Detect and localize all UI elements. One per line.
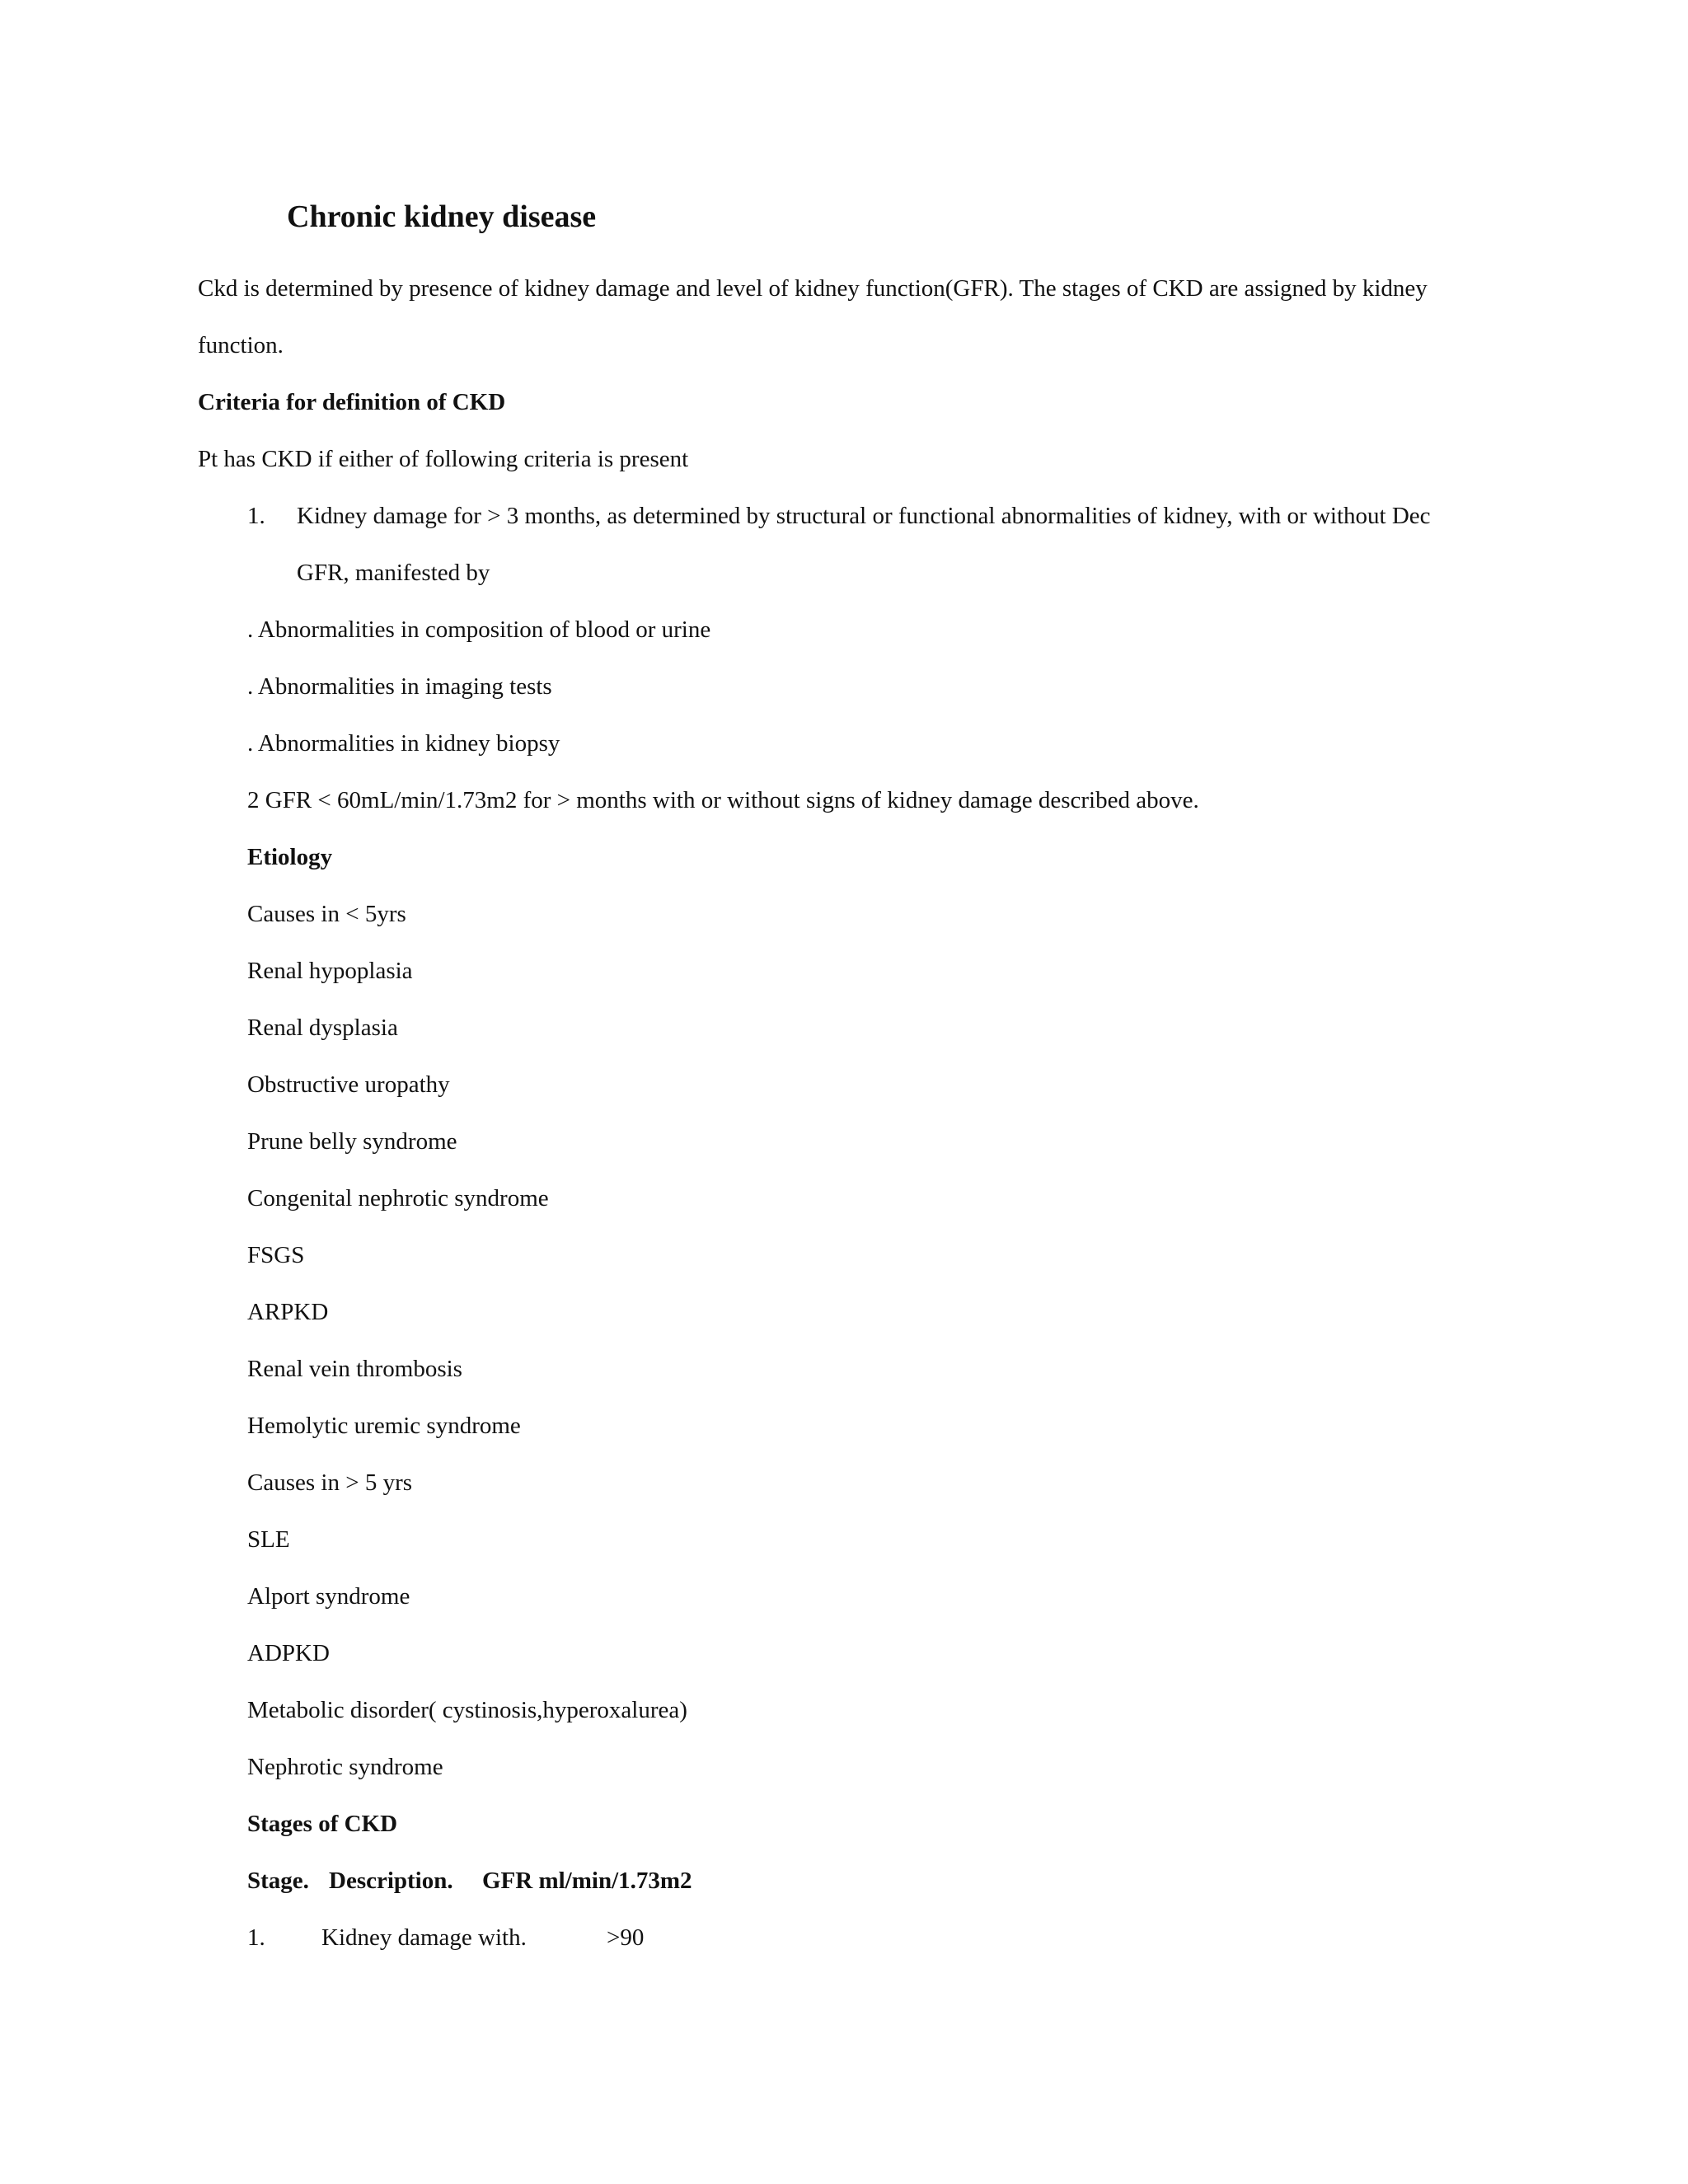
cause-item: Prune belly syndrome xyxy=(247,1128,457,1155)
causes-under5-heading: Causes in < 5yrs xyxy=(247,901,406,927)
manifestation-item: . Abnormalities in composition of blood or urine xyxy=(247,616,711,643)
intro-line-2: function. xyxy=(198,332,284,359)
cause-item: ARPKD xyxy=(247,1299,329,1325)
stages-table-header-stage: Stage. xyxy=(247,1868,309,1894)
cause-item: Obstructive uropathy xyxy=(247,1071,450,1098)
cause-item: Alport syndrome xyxy=(247,1583,410,1610)
cause-item: Renal hypoplasia xyxy=(247,958,413,984)
stages-table-header-gfr: GFR ml/min/1.73m2 xyxy=(482,1868,692,1894)
cause-item: ADPKD xyxy=(247,1640,330,1666)
stages-table-cell-description: Kidney damage with. xyxy=(321,1924,527,1951)
criteria-heading: Criteria for definition of CKD xyxy=(198,389,506,415)
manifestation-item: . Abnormalities in imaging tests xyxy=(247,673,552,700)
cause-item: Nephrotic syndrome xyxy=(247,1754,443,1780)
criterion-1-line-2: GFR, manifested by xyxy=(297,560,490,586)
stages-heading: Stages of CKD xyxy=(247,1811,398,1837)
cause-item: Renal vein thrombosis xyxy=(247,1356,462,1382)
cause-item: Metabolic disorder( cystinosis,hyperoxalurea) xyxy=(247,1697,687,1723)
criteria-lead: Pt has CKD if either of following criteria is present xyxy=(198,446,689,472)
stages-table-header-description: Description. xyxy=(329,1868,453,1894)
cause-item: Renal dysplasia xyxy=(247,1015,398,1041)
cause-item: Congenital nephrotic syndrome xyxy=(247,1185,549,1212)
cause-item: SLE xyxy=(247,1526,290,1553)
etiology-heading: Etiology xyxy=(247,844,333,870)
criterion-2: 2 GFR < 60mL/min/1.73m2 for > months with or without signs of kidney damage described above. xyxy=(247,787,1199,813)
criterion-1-number: 1. xyxy=(247,503,265,529)
intro-line-1: Ckd is determined by presence of kidney damage and level of kidney function(GFR). The stages of CKD are assigned by kidney xyxy=(198,275,1428,302)
criterion-1-line-1: Kidney damage for > 3 months, as determined by structural or functional abnormalities of kidney, with or without Dec xyxy=(297,503,1431,529)
stages-table-cell-stage: 1. xyxy=(247,1924,265,1951)
page-title: Chronic kidney disease xyxy=(287,199,597,234)
manifestation-item: . Abnormalities in kidney biopsy xyxy=(247,730,560,757)
cause-item: Hemolytic uremic syndrome xyxy=(247,1413,521,1439)
stages-table-cell-gfr: >90 xyxy=(607,1924,645,1951)
causes-over5-heading: Causes in > 5 yrs xyxy=(247,1469,413,1496)
cause-item: FSGS xyxy=(247,1242,305,1268)
